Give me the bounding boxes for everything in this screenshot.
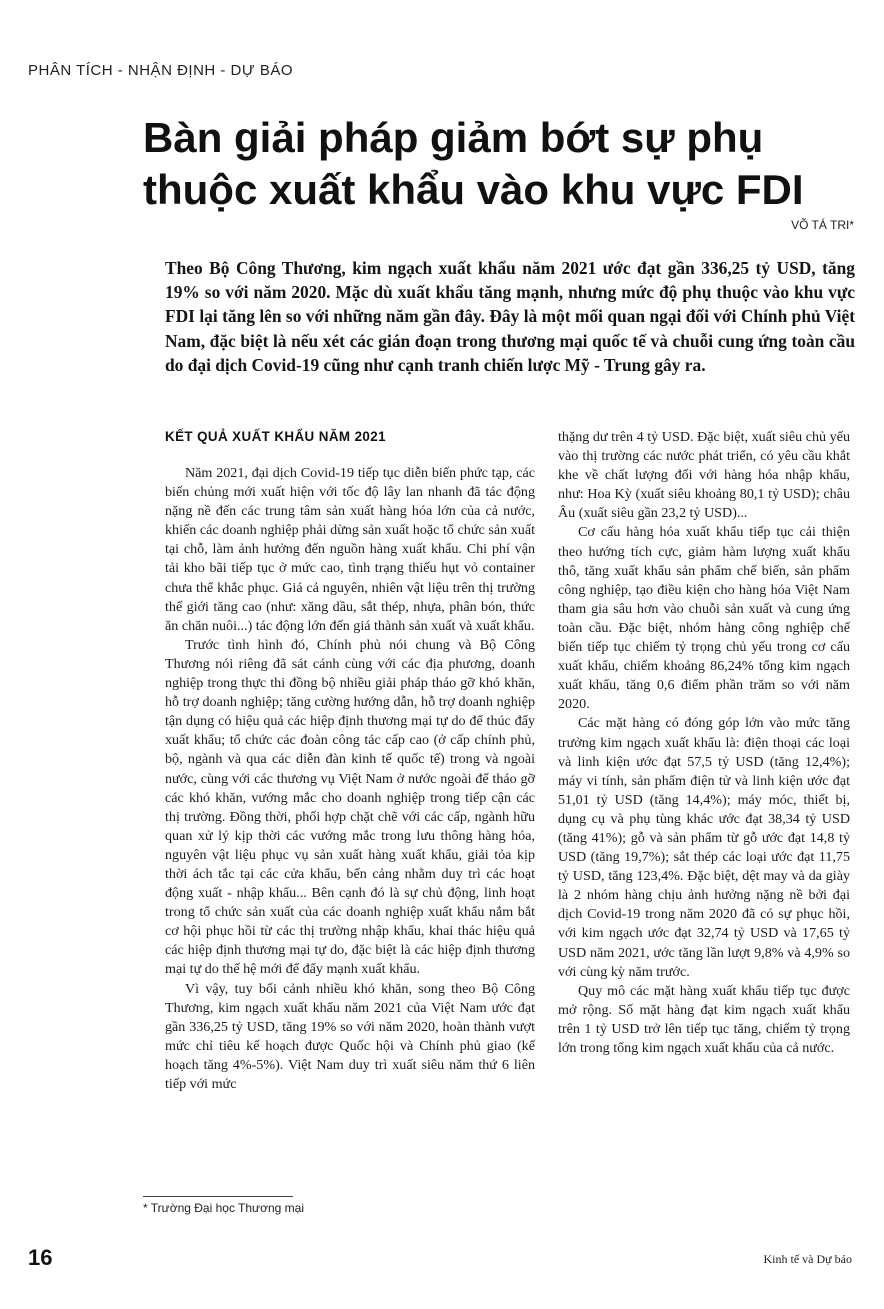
body-paragraph: Quy mô các mặt hàng xuất khẩu tiếp tục được mở rộng. Số mặt hàng đạt kim ngạch xuất khẩu trên 1 tỷ USD trở lên tiếp tục tăng, chiếm tỷ trọng lớn trong tổng kim ngạch xuất khẩu của cả nước. (558, 982, 850, 1056)
body-paragraph-continuation: thặng dư trên 4 tỷ USD. Đặc biệt, xuất siêu chủ yếu vào thị trường các nước phát triển, có yêu cầu khắt khe về chất lượng đối với hàng hóa nhập khẩu, như: Hoa Kỳ (xuất siêu khoảng 80,1 tỷ USD); châu Âu (xuất siêu gần 23,2 tỷ USD)... (558, 429, 850, 522)
author-footnote: * Trường Đại học Thương mại (143, 1201, 304, 1215)
article-abstract: Theo Bộ Công Thương, kim ngạch xuất khẩu năm 2021 ước đạt gần 336,25 tỷ USD, tăng 19% so với năm 2020. Mặc dù xuất khẩu tăng mạnh, nhưng mức độ phụ thuộc vào khu vực FDI lại tăng lên so với những năm gần đây. Đây là một mối quan ngại đối với Chính phủ Việt Nam, đặc biệt là nếu xét các gián đoạn trong thương mại quốc tế và chuỗi cung ứng toàn cầu do đại dịch Covid-19 cũng như cạnh tranh chiến lược Mỹ - Trung gây ra. (165, 258, 855, 375)
body-paragraph: Năm 2021, đại dịch Covid-19 tiếp tục diễn biến phức tạp, các biến chủng mới xuất hiện với tốc độ lây lan nhanh đã tác động nặng nề đến các trung tâm sản xuất hàng hóa lớn của cả nước, khiến các doanh nghiệp phải dừng sản xuất hoặc tổ chức sản xuất tại chỗ, làm ảnh hưởng đến nguồn hàng xuất khẩu. Chi phí vận tải kho bãi tiếp tục ở mức cao, tình trạng thiếu hụt vỏ container chưa thể khắc phục. Giá cả nguyên, nhiên vật liệu trên thị trường thế giới tăng cao (như: xăng dầu, sắt thép, nhựa, phân bón, thức ăn chăn nuôi...) tác động lớn đến giá thành sản xuất và xuất khẩu. (165, 465, 535, 634)
footnote-divider (143, 1196, 293, 1197)
right-column (558, 428, 850, 1058)
section-label: PHÂN TÍCH - NHẬN ĐỊNH - DỰ BÁO (28, 62, 294, 79)
body-paragraph: Cơ cấu hàng hóa xuất khẩu tiếp tục cải thiện theo hướng tích cực, giảm hàm lượng xuất khẩu thô, tăng xuất khẩu sản phẩm chế biến, sản phẩm công nghiệp, tạo điều kiện cho hàng hóa Việt Nam tham gia sâu hơn vào chuỗi sản xuất và cung ứng toàn cầu. Đặc biệt, nhóm hàng công nghiệp chế biến tiếp tục chiếm tỷ trọng chủ yếu trong cơ cấu xuất khẩu, chiếm khoảng 86,24% tổng kim ngạch xuất khẩu, tăng 0,6 điểm phần trăm so với năm 2020. (558, 524, 850, 713)
article-title: Bàn giải pháp giảm bớt sự phụ thuộc xuất khẩu vào khu vực FDI (143, 114, 804, 213)
body-paragraph: Vì vậy, tuy bối cảnh nhiều khó khăn, song theo Bộ Công Thương, kim ngạch xuất khẩu năm 2021 của Việt Nam ước đạt gần 336,25 tỷ USD, tăng 19% so với năm 2020, hoàn thành vượt mức chỉ tiêu kế hoạch được Quốc hội và Chính phủ giao (kế hoạch tăng 4%-5%). Việt Nam duy trì xuất siêu năm thứ 6 liên tiếp với mức (165, 980, 535, 1092)
page-number: 16 (28, 1245, 53, 1270)
author-name: VÕ TÁ TRI* (791, 218, 854, 232)
body-paragraph: Các mặt hàng có đóng góp lớn vào mức tăng trưởng kim ngạch xuất khẩu là: điện thoại các loại và linh kiện ước đạt 57,5 tỷ USD (tăng 12,4%); máy vi tính, sản phẩm điện tử và linh kiện ước đạt 51,01 tỷ USD (tăng 14,4%); máy móc, thiết bị, dụng cụ và phụ tùng khác ước đạt 38,34 tỷ USD (tăng 41%); gỗ và sản phẩm từ gỗ ước đạt 14,8 tỷ USD (tăng 19,7%); sắt thép các loại ước đạt 11,75 tỷ USD, tăng 123,4%. Đặc biệt, dệt may và da giày là 2 nhóm hàng chịu ảnh hưởng nặng nề bởi đại dịch Covid-19 trong năm 2020 đã có sự phục hồi, với kim ngạch ước đạt 32,74 tỷ USD và 17,65 tỷ USD năm 2021, ước tăng lần lượt 9,8% và 4,9% so với cùng kỳ năm trước. (558, 715, 850, 980)
journal-name: Kinh tế và Dự báo (763, 1252, 852, 1266)
left-column (165, 428, 535, 1094)
section-heading: KẾT QUẢ XUẤT KHẨU NĂM 2021 (165, 429, 386, 444)
body-paragraph: Trước tình hình đó, Chính phủ nói chung và Bộ Công Thương nói riêng đã sát cánh cùng với các địa phương, doanh nghiệp trong thực thi đồng bộ nhiều giải pháp tháo gỡ khó khăn, hỗ trợ doanh nghiệp; tăng cường hướng dẫn, hỗ trợ doanh nghiệp tận dụng có hiệu quả các hiệp định thương mại tự do để thúc đẩy xuất khẩu; tổ chức các đoàn công tác cấp cao (ở cấp chính phủ, bộ, ngành và qua các diễn đàn kinh tế quốc tế) trong và ngoài nước, cùng với các thương vụ Việt Nam ở nước ngoài để tháo gỡ các khó khăn, vướng mắc cho doanh nghiệp trong tiếp cận các thị trường. Đồng thời, phối hợp chặt chẽ với các cấp, ngành hữu quan xử lý kịp thời các vướng mắc trong lưu thông hàng hóa, nguyên vật liệu phục vụ sản xuất hàng xuất khẩu, giải tỏa kịp thời ách tắc tại các cửa khẩu, bến cảng nhằm duy trì các hoạt động xuất - nhập khẩu... Bên cạnh đó là sự chủ động, linh hoạt trong tổ chức sản xuất của các doanh nghiệp xuất khẩu nắm bắt cơ hội phục hồi từ các thị trường nhập khẩu, khai thác hiệu quả các hiệp định thương mại tự do, đặc biệt là các hiệp định thương mại tự do thế hệ mới để đẩy mạnh xuất khẩu. (165, 636, 535, 978)
